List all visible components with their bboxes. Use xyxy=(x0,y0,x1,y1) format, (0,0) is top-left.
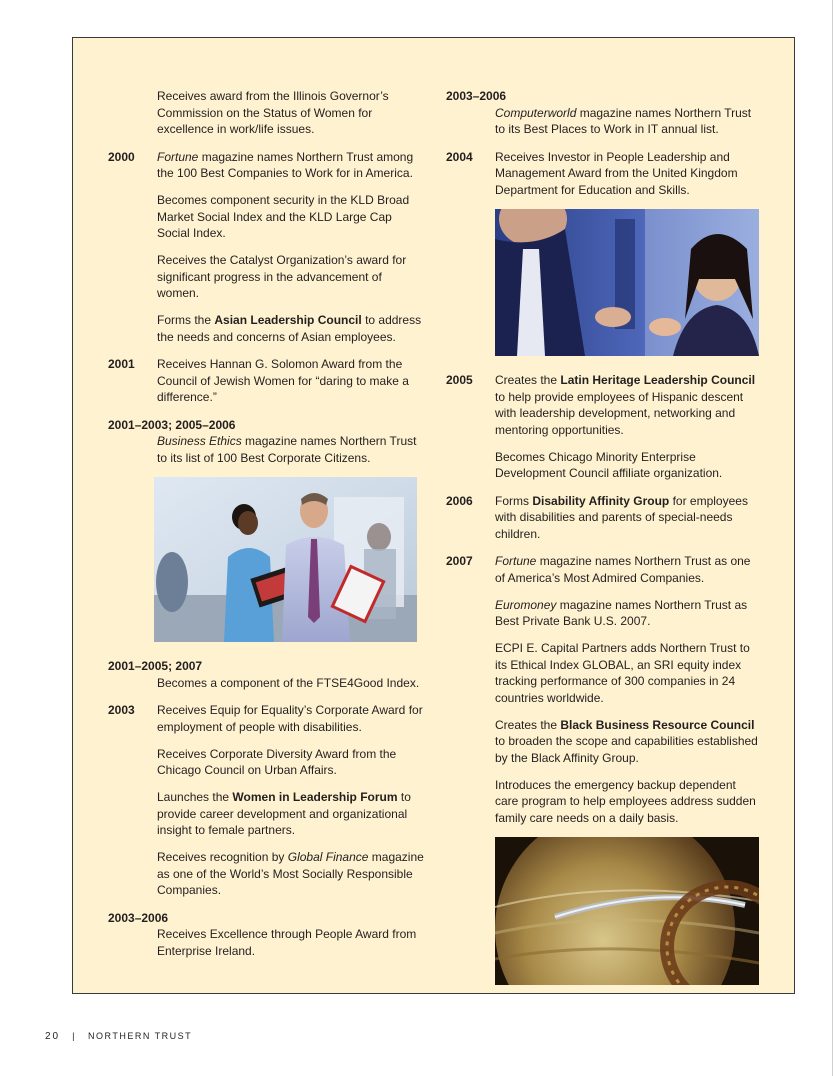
paragraph-text: Forms the xyxy=(157,313,215,327)
year-label: 2001–2005; 2007 xyxy=(108,659,203,673)
paragraph xyxy=(495,597,762,630)
paragraph: Receives Hannan G. Solomon Award from the Council of Jewish Women for “daring to make a difference.” xyxy=(157,357,409,404)
paragraph-text: to help provide employees of Hispanic descent with leadership development, networking and mentoring opportunities. xyxy=(495,389,744,437)
paragraph: Becomes a component of the FTSE4Good Index. xyxy=(157,675,420,690)
left-column xyxy=(108,88,424,970)
publication-name: Global Finance xyxy=(287,850,369,864)
council-name: Latin Heritage Leadership Council xyxy=(560,373,756,387)
paragraph: Receives Investor in People Leadership and Management Award from the United Kingdom Department for Education and Skills. xyxy=(495,149,738,197)
spinning-globe-photo xyxy=(495,837,759,985)
entry-2003 xyxy=(108,702,424,899)
paragraph-text: Launches the xyxy=(157,790,233,804)
entry-2005 xyxy=(446,372,762,482)
entry-2006 xyxy=(446,493,762,543)
paragraph: Becomes component security in the KLD Broad Market Social Index and the KLD Large Cap Social Index. xyxy=(157,193,410,240)
year-label: 2003–2006 xyxy=(446,89,507,103)
page-number: 20 xyxy=(45,1031,61,1042)
paragraph-text: Creates the xyxy=(495,717,561,732)
year-label: 2006 xyxy=(446,493,473,508)
paragraph: Receives Equip for Equality’s Corporate Award for employment of people with disabilities. xyxy=(157,703,423,734)
entry-2007 xyxy=(446,553,762,826)
publication-name: Fortune xyxy=(495,554,537,568)
company-name: NORTHERN TRUST xyxy=(88,1031,193,1041)
paragraph: Becomes Chicago Minority Enterprise Development Council affiliate organization. xyxy=(495,449,723,480)
paragraph: Receives the Catalyst Organization’s award for significant progress in the advancement of women. xyxy=(157,253,407,300)
council-name: Asian Leadership Council xyxy=(214,313,362,327)
paragraph-text: Creates the xyxy=(495,373,561,387)
paragraph-text: magazine names Northern Trust to its list of 100 Best Corporate Citizens. xyxy=(157,434,417,465)
publication-name: Business Ethics xyxy=(157,434,242,448)
paragraph xyxy=(157,849,424,899)
paragraph xyxy=(157,312,424,345)
year-label: 2007 xyxy=(446,554,473,568)
footer-separator: | xyxy=(72,1031,76,1041)
right-column xyxy=(446,88,762,1001)
paragraph: Receives Excellence through People Award from Enterprise Ireland. xyxy=(157,927,417,958)
year-label: 2001 xyxy=(108,357,135,371)
entry-2001 xyxy=(108,356,424,406)
year-label: 2004 xyxy=(446,149,473,164)
entry-2003-2006 xyxy=(108,910,424,960)
paragraph-text: for employees with disabilities and parents of special-needs children. xyxy=(495,493,748,541)
entry-intro xyxy=(108,88,424,138)
year-label: 2001–2003; 2005–2006 xyxy=(108,417,236,432)
council-name: Black Business Resource Council xyxy=(560,717,755,732)
paragraph-text: magazine names Northern Trust as one of America’s Most Admired Companies. xyxy=(495,554,751,585)
office-colleagues-photo xyxy=(154,477,417,642)
paragraph: Receives Corporate Diversity Award from the Chicago Council on Urban Affairs. xyxy=(157,746,397,777)
year-label: 2003–2006 xyxy=(108,910,169,925)
publication-name: Fortune xyxy=(157,149,199,164)
publication-name: Euromoney xyxy=(495,597,557,612)
year-label: 2003 xyxy=(108,703,135,717)
content-panel xyxy=(72,37,795,994)
paragraph xyxy=(495,553,762,586)
paragraph xyxy=(495,372,762,438)
paragraph xyxy=(495,493,762,543)
paragraph-text: magazine as one of the World’s Most Socially Responsible Companies. xyxy=(157,850,424,897)
page-footer xyxy=(45,1031,192,1042)
paragraph xyxy=(157,433,424,466)
paragraph: ECPI E. Capital Partners adds Northern Trust to its Ethical Index GLOBAL, an SRI equity index tracking performance of 300 companies in 24 countries worldwide. xyxy=(495,641,750,705)
paragraph-text: magazine names Northern Trust among the 100 Best Companies to Work for in America. xyxy=(157,149,414,180)
entry-2000 xyxy=(108,149,424,346)
paragraph xyxy=(157,789,424,839)
entry-2004 xyxy=(446,149,762,199)
paragraph-text: Forms xyxy=(495,493,533,508)
forum-name: Women in Leadership Forum xyxy=(232,790,398,804)
paragraph xyxy=(157,149,424,182)
paragraph-text: magazine names Northern Trust as Best Private Bank U.S. 2007. xyxy=(495,597,748,628)
paragraph-text: to provide career development and organizational insight to female partners. xyxy=(157,790,411,837)
year-label: 2005 xyxy=(446,373,473,387)
paragraph xyxy=(495,717,762,767)
intro-paragraph: Receives award from the Illinois Governor’s Commission on the Status of Women for excellence in work/life issues. xyxy=(157,89,389,136)
paragraph-text: magazine names Northern Trust to its Best Places to Work in IT annual list. xyxy=(495,105,752,136)
publication-name: Computerworld xyxy=(495,105,577,120)
paragraph-text: Receives recognition by xyxy=(157,850,288,864)
paragraph-text: to broaden the scope and capabilities established by the Black Affinity Group. xyxy=(495,734,758,765)
year-label: 2000 xyxy=(108,149,135,164)
group-name: Disability Affinity Group xyxy=(532,493,670,508)
paragraph xyxy=(495,105,762,138)
paragraph: Introduces the emergency backup dependent care program to help employees address sudden family care needs on a daily basis. xyxy=(495,777,756,825)
entry-2001-2005 xyxy=(108,658,424,691)
business-conversation-photo xyxy=(495,209,759,356)
paragraph-text: to address the needs and concerns of Asian employees. xyxy=(157,313,422,344)
entry-2001-2003 xyxy=(108,417,424,467)
entry-2003-2006-right xyxy=(446,88,762,138)
